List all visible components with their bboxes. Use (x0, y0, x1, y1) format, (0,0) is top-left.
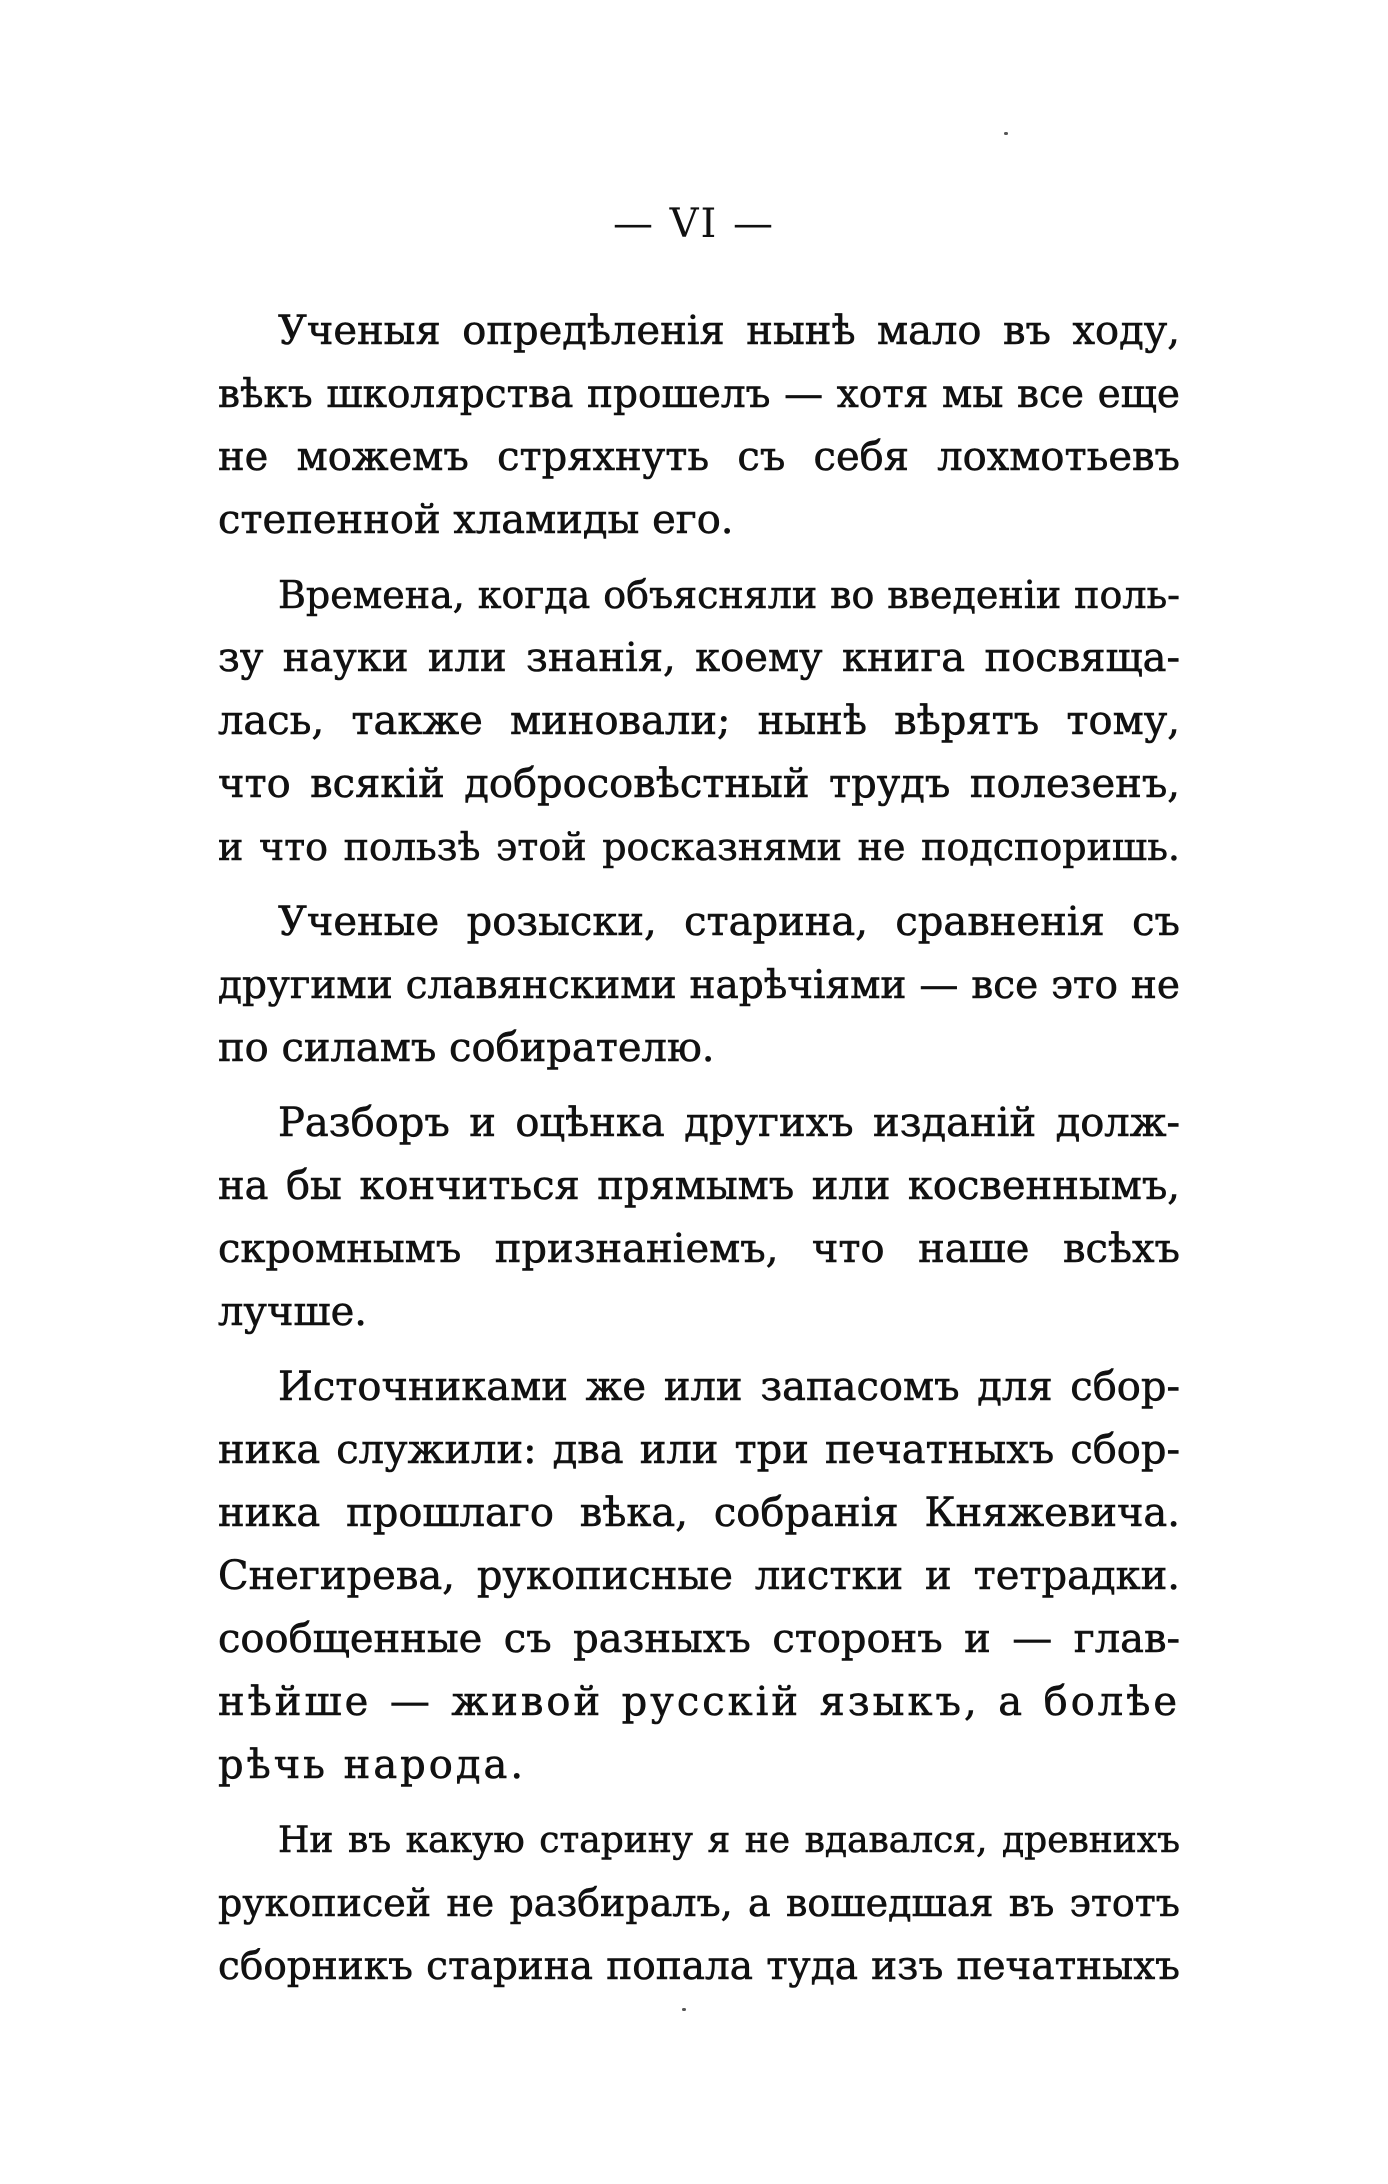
print-speck (1004, 132, 1008, 135)
text-line: лась, также миновали; нынѣ вѣрятъ тому, (218, 698, 1180, 744)
body-text (218, 300, 1180, 2010)
text-line: что всякій добросовѣстный трудъ полезенъ, (218, 761, 1180, 807)
paragraph-4 (218, 1092, 1180, 1344)
paragraph-5 (218, 1356, 1180, 1797)
text-line: Ученыя опредѣленія нынѣ мало въ ходу, (278, 308, 1180, 354)
text-line: зу науки или знанія, коему книга посвяща- (218, 635, 1180, 681)
text-line: Разборъ и оцѣнка другихъ изданій долж- (278, 1100, 1180, 1146)
text-line: рѣчь народа. (218, 1742, 527, 1788)
text-line: рукописей не разбиралъ, а вошедшая въ этотъ (218, 1881, 1180, 1925)
text-line: сборникъ старина попала туда изъ печатныхъ (218, 1944, 1180, 1989)
text-line: не можемъ стряхнуть съ себя лохмотьевъ (218, 434, 1180, 480)
paragraph-6 (218, 1809, 1180, 1998)
text-line: Времена, когда объясняли во введеніи поль- (278, 573, 1180, 617)
paragraph-1 (218, 300, 1180, 552)
text-line: Ученые розыски, старина, сравненія съ (278, 899, 1180, 945)
text-line: сообщенные съ разныхъ сторонъ и — глав- (218, 1616, 1180, 1662)
text-line: степенной хламиды его. (218, 497, 734, 543)
text-line: Источниками же или запасомъ для сбор- (278, 1364, 1180, 1410)
paragraph-2 (218, 564, 1180, 879)
text-line: и что пользѣ этой росказнями не подспоришь. (218, 825, 1180, 869)
print-speck (682, 2008, 686, 2011)
paragraph-3 (218, 891, 1180, 1080)
text-line: другими славянскими нарѣчіями — все это не (218, 963, 1180, 1008)
text-line: лучше. (218, 1289, 367, 1335)
text-line: ника прошлаго вѣка, собранія Княжевича. (218, 1490, 1180, 1536)
text-line: нѣйше — живой русскій языкъ, а болѣе (218, 1679, 1180, 1725)
text-line: по силамъ собирателю. (218, 1025, 715, 1071)
text-line: Снегирева, рукописные листки и тетрадки. (218, 1553, 1180, 1599)
text-line: скромнымъ признаніемъ, что наше всѣхъ (218, 1226, 1180, 1272)
page-number: — VI — (612, 201, 776, 247)
text-line: вѣкъ школярства прошелъ — хотя мы все еще (218, 372, 1180, 417)
text-line: на бы кончиться прямымъ или косвеннымъ, (218, 1163, 1180, 1209)
text-line: ника служили: два или три печатныхъ сбор- (218, 1427, 1180, 1473)
text-line: Ни въ какую старину я не вдавался, древнихъ (278, 1820, 1180, 1861)
